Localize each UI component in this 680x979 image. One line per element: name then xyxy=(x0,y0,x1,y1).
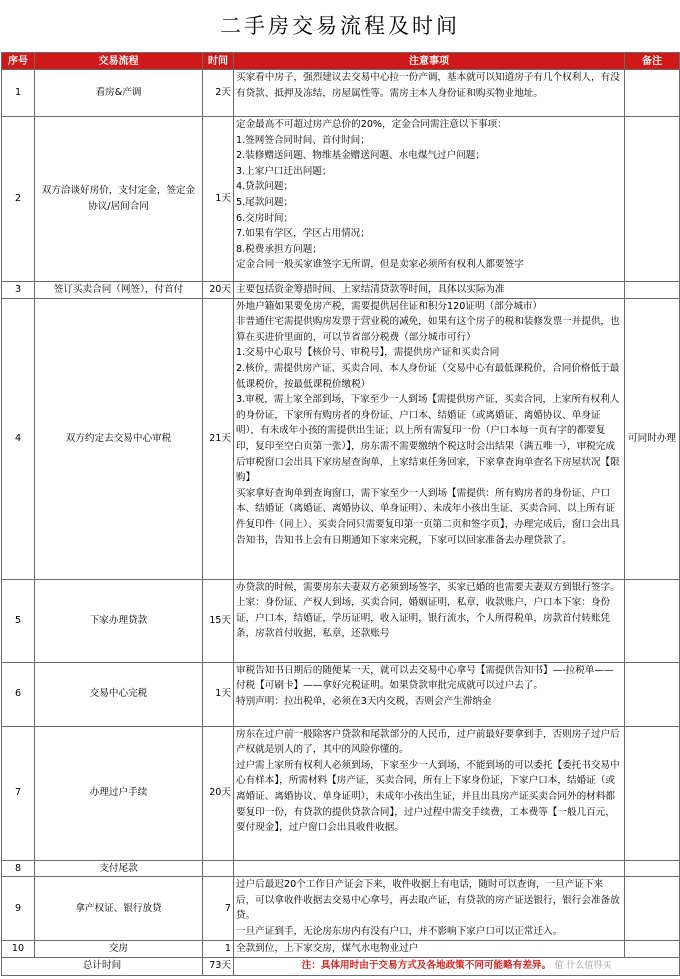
row-time: 2天 xyxy=(203,70,234,117)
row-seq: 10 xyxy=(2,941,35,958)
table-row xyxy=(2,941,680,958)
row-seq: 3 xyxy=(2,282,35,299)
row-process: 交易中心完税 xyxy=(35,662,203,726)
note-line: 5.尾款问题； xyxy=(236,196,294,208)
note-line: 房东在过户前一般除客户贷款和尾款部分的人民币，过户前最好要拿到手，否则房子过户后产权就是别人的了，其中的风险你懂的。 xyxy=(236,728,620,756)
note-line: 主要包括资金筹措时间、上家结清贷款等时间，具体以实际为准 xyxy=(236,284,505,295)
row-remark xyxy=(625,282,680,299)
note-line: 定金最高不可超过房产总价的20%，定金合同需注意以下事项： xyxy=(236,119,507,130)
note-line: 审税告知书日期后的随便某一天，就可以去交易中心拿号【需提供告知书】—-拉税单——付税【可刷卡】——拿好完税证明。如果贷款审批完成就可以过户去了。 xyxy=(236,664,614,692)
row-remark xyxy=(625,70,680,117)
note-line: 7.如果有学区，学区占用情况； xyxy=(236,228,370,240)
note-line: 买家看中房子，强烈建议去交易中心拉一份产调，基本就可以知道房子有几个权利人，有没有贷款、抵押及冻结，房屋属性等。需房主本人身份证和购买物业地址。 xyxy=(236,72,620,99)
note-line: 3.审税，需上家全部到场，下家至少一人到场【需提供房产证，买卖合同，上家所有权利人的身份证，下家所有购房者的身份证、户口本、结婚证（或离婚证、离婚协议、单身证明），有未成年小孩的需提供出生证；以上所有需复印一份（户口本每一页有字的都要复印，复印至空白页第一张）】，房东需不需要缴纳个税这时会出结果（满五唯一），审税完成后审税窗口会出具下家房屋查询单，上家结束任务回家，下家拿查询单查名下房屋状况【限购】 xyxy=(236,394,620,484)
row-process: 双方洽谈好房价，支付定金，签定金协议/居间合同 xyxy=(35,117,203,282)
row-remark xyxy=(625,860,680,877)
row-process: 双方约定去交易中心审税 xyxy=(35,298,203,579)
note-line: 上家：身份证、产权人到场，买卖合同，婚姻证明，私章，收款账户，户口本下家：身份证，户口本，结婚证，学历证明，收入证明，银行流水，个人所得税单，房款首付转账凭条，房款首付收据，私章，还款账号 xyxy=(236,597,611,640)
row-process: 看房&产调 xyxy=(35,70,203,117)
row-seq: 2 xyxy=(2,117,35,282)
row-notes xyxy=(234,662,625,726)
row-notes xyxy=(234,941,625,958)
table-row xyxy=(2,726,680,860)
table-row xyxy=(2,877,680,941)
row-seq: 5 xyxy=(2,579,35,662)
row-remark xyxy=(625,579,680,662)
table-row xyxy=(2,662,680,726)
row-remark: 可同时办理 xyxy=(625,298,680,579)
row-seq: 4 xyxy=(2,298,35,579)
row-time: 1天 xyxy=(203,117,234,282)
row-process: 交房 xyxy=(35,941,203,958)
row-time xyxy=(203,860,234,877)
note-line: 一旦产证到手，无论房东房内有没有户口，并不影响下家户口可以正常迁入。 xyxy=(236,925,563,937)
note-line: 定金合同一般买家谁签字无所谓，但是卖家必须所有权利人都要签字 xyxy=(236,259,524,271)
row-time: 1 xyxy=(203,941,234,958)
row-time: 20天 xyxy=(203,726,234,860)
note-line: 1.交易中心取号【核价号、审税号】，需提供房产证和买卖合同 xyxy=(236,347,500,359)
row-time: 20天 xyxy=(203,282,234,299)
row-seq: 9 xyxy=(2,877,35,941)
row-remark xyxy=(625,941,680,958)
row-process: 下家办理贷款 xyxy=(35,579,203,662)
header-remark: 备注 xyxy=(625,53,680,70)
table-row xyxy=(2,117,680,282)
header-time: 时间 xyxy=(203,53,234,70)
note-line: 非普通住宅需提供购房发票于营业税的减免，如果有这个房子的税和装修发票一并提供，也算在买进价里面的，可以节省部分税费（部分城市可行） xyxy=(236,316,620,343)
note-line: 2.装修赠送问题、物维基金赠送问题、水电煤气过户问题； xyxy=(236,150,485,162)
row-process: 支付尾款 xyxy=(35,860,203,877)
table-row xyxy=(2,860,680,877)
row-time: 7 xyxy=(203,877,234,941)
note-line: 2.核价，需提供房产证、买卖合同、本人身份证（交易中心有最低课税价，合同价格低于最低课税价，按最低课税价缴税） xyxy=(236,362,620,390)
note-line: 特别声明：拉出税单，必须在3天内交税，否则会产生滞纳金 xyxy=(236,695,492,707)
row-process: 拿产权证、银行放贷 xyxy=(35,877,203,941)
row-notes xyxy=(234,117,625,282)
note-line: 1.签网签合同时间、首付时间； xyxy=(236,134,370,146)
note-line: 6.交房时间； xyxy=(236,212,294,224)
row-notes xyxy=(234,860,625,877)
row-remark xyxy=(625,726,680,860)
row-remark xyxy=(625,117,680,282)
row-process: 办理过户手续 xyxy=(35,726,203,860)
note-line: 买家拿好查询单到查询窗口，需下家至少一人到场【需提供：所有购房者的身份证、户口本、结婚证（离婚证、离婚协议、单身证明）、未成年小孩出生证、买卖合同、以上所有证件复印件（同上）、买卖合同只需要复印第一页第二页和签字页】，办理完成后，窗口会出具告知书，告知书上会有日期通知下家来完税，下家可以回家准备去办理贷款了。 xyxy=(236,487,620,546)
header-row xyxy=(2,53,680,70)
note-line: 过户需上家所有权利人必须到场，下家至少一人到场，不能到场的可以委托【委托书交易中心有样本】，所需材料【房产证，买卖合同，所有上下家身份证，下家户口本，结婚证（或离婚证、离婚协议、单身证明），未成年小孩出生证，并且出具房产证买卖合同外的材料都要复印一份，有贷款的提供贷款合同】，过户过程中需交手续费，工本费等【一般几百元，要付现金】，过户窗口会出具收件收据。 xyxy=(236,759,620,834)
watermark-logo: 值 什么值得买 xyxy=(554,960,612,971)
header-notes: 注意事项 xyxy=(234,53,625,70)
row-seq: 7 xyxy=(2,726,35,860)
row-notes xyxy=(234,298,625,579)
row-time: 15天 xyxy=(203,579,234,662)
table-row xyxy=(2,70,680,117)
note-line: 8.税费承担方问题； xyxy=(236,243,322,255)
total-row xyxy=(2,957,680,975)
note-line: 过户后最迟20个工作日产证会下来，收件收据上有电话，随时可以查询，一旦产证下来后，可以拿收件收据去交易中心拿号，再去取产证，有贷款的房产证送银行，银行会准备放贷。 xyxy=(236,879,620,922)
note-line: 4.贷款问题； xyxy=(236,181,294,193)
row-seq: 1 xyxy=(2,70,35,117)
row-process: 签订买卖合同（网签），付首付 xyxy=(35,282,203,299)
table-row xyxy=(2,298,680,579)
table-row xyxy=(2,282,680,299)
note-line: 办贷款的时候，需要房东夫妻双方必须到场签字，买家已婚的也需要夫妻双方到银行签字。 xyxy=(236,581,620,593)
row-remark xyxy=(625,662,680,726)
row-notes xyxy=(234,877,625,941)
row-notes xyxy=(234,282,625,299)
note-line: 外地户籍如果要免房产税，需要提供居住证和积分120证明（部分城市） xyxy=(236,300,543,312)
note-line: 全款到位，上下家交房，煤气水电物业过户 xyxy=(236,943,419,955)
row-notes xyxy=(234,579,625,662)
row-time: 21天 xyxy=(203,298,234,579)
row-remark xyxy=(625,877,680,941)
footer-note: 注：具体用时由于交易方式及各地政策不同可能略有差异。 xyxy=(301,959,552,971)
process-table xyxy=(1,52,680,976)
total-label: 总计时间 xyxy=(2,957,203,975)
note-line: 3.上家户口迁出问题； xyxy=(236,165,332,177)
header-process: 交易流程 xyxy=(35,53,203,70)
page-title: 二手房交易流程及时间 xyxy=(220,14,460,38)
row-seq: 8 xyxy=(2,860,35,877)
header-seq: 序号 xyxy=(2,53,35,70)
row-seq: 6 xyxy=(2,662,35,726)
table-row xyxy=(2,579,680,662)
row-notes xyxy=(234,726,625,860)
total-time: 73天 xyxy=(203,957,234,975)
footer-note-cell xyxy=(234,957,680,975)
row-time: 1天 xyxy=(203,662,234,726)
row-notes xyxy=(234,70,625,117)
